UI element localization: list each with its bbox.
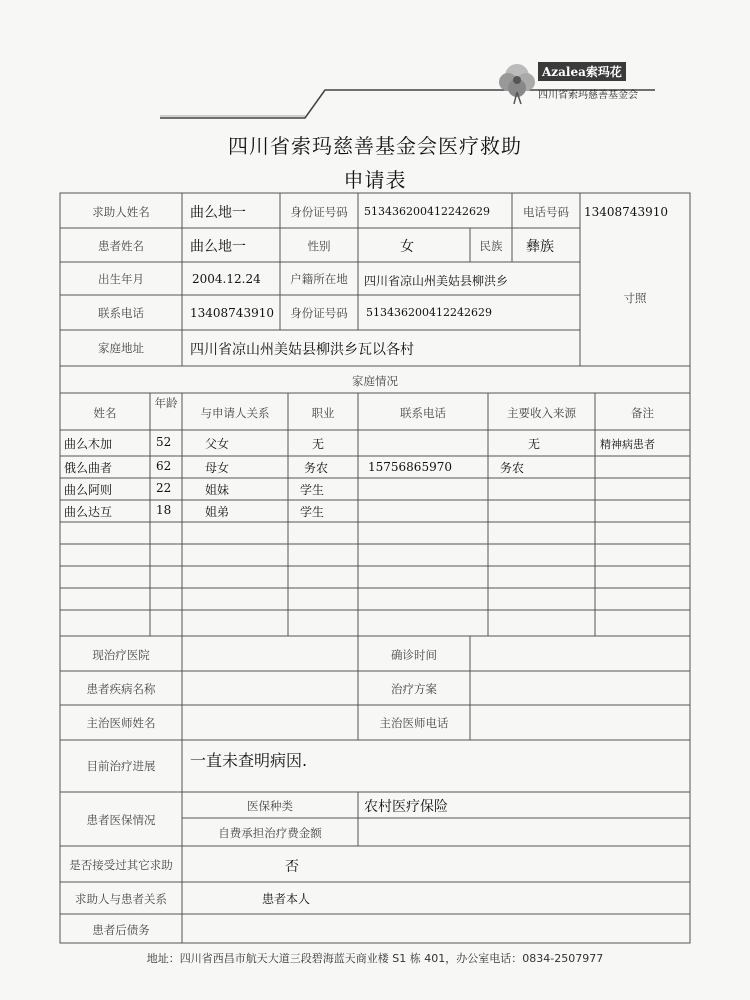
family-row-4-job: 学生	[300, 505, 325, 519]
family-row-2-relation: 母女	[205, 461, 230, 475]
patient-name-label: 患者姓名	[98, 239, 144, 253]
self-pay-label: 自费承担治疗费金额	[218, 826, 322, 840]
patient-ethnicity-value: 彝族	[526, 239, 554, 255]
family-row-1-relation: 父女	[205, 437, 230, 451]
family-row-3-job: 学生	[300, 483, 325, 497]
applicant-patient-relation-value: 患者本人	[262, 892, 311, 906]
page-title: 四川省索玛慈善基金会医疗救助	[228, 134, 522, 158]
family-row-3-age: 22	[156, 481, 172, 495]
applicant-phone-value: 13408743910	[584, 205, 668, 219]
other-aid-label: 是否接受过其它求助	[69, 858, 173, 872]
insurance-label: 患者医保情况	[86, 813, 156, 827]
patient-contact-value: 13408743910	[190, 306, 274, 320]
hospital-label: 现治疗医院	[92, 648, 150, 662]
treatment-progress-value: 一直未查明病因.	[190, 751, 308, 770]
patient-debt-label: 患者后债务	[92, 923, 150, 937]
logo-brand-cn: 索玛花	[585, 65, 622, 79]
logo-subtitle: 四川省索玛慈善基金会	[538, 90, 638, 101]
family-row-1-income: 无	[528, 437, 541, 451]
family-header-note: 备注	[631, 406, 654, 420]
photo-placeholder-label: 寸照	[623, 291, 647, 305]
patient-birth-label: 出生年月	[98, 272, 144, 286]
family-row-4-age: 18	[156, 503, 172, 517]
insurance-type-label: 医保种类	[247, 799, 293, 813]
family-row-2-name: 俄么曲者	[64, 461, 113, 475]
family-row-1-name: 曲么木加	[64, 437, 113, 451]
treatment-plan-label: 治疗方案	[391, 682, 437, 696]
footer-address: 地址：四川省西昌市航天大道三段碧海蓝天商业楼 S1 栋 401，办公室电话：0834-2507977	[146, 952, 604, 965]
family-row-3-name: 曲么阿则	[64, 483, 113, 497]
family-row-2-age: 62	[156, 459, 172, 473]
patient-gender-value: 女	[400, 239, 414, 255]
family-row-1-note: 精神病患者	[600, 438, 655, 451]
family-header-job: 职业	[311, 406, 335, 420]
disease-label: 患者疾病名称	[86, 682, 156, 696]
family-header-name: 姓名	[93, 406, 117, 420]
family-row-1-age: 52	[156, 435, 172, 449]
other-aid-value: 否	[285, 859, 299, 875]
patient-address-label: 家庭地址	[98, 341, 144, 355]
insurance-type-value: 农村医疗保险	[364, 799, 448, 815]
applicant-name-label: 求助人姓名	[92, 205, 150, 219]
doctor-phone-label: 主治医师电话	[379, 716, 449, 730]
family-header-age: 年龄	[154, 396, 178, 410]
logo-brand: Azalea	[542, 65, 586, 79]
patient-contact-label: 联系电话	[98, 306, 144, 320]
applicant-patient-relation-label: 求助人与患者关系	[75, 892, 167, 906]
patient-id-value: 513436200412242629	[366, 306, 492, 319]
family-row-2-income: 务农	[500, 461, 525, 475]
doctor-name-label: 主治医师姓名	[86, 716, 156, 730]
patient-id-label: 身份证号码	[290, 306, 348, 320]
family-row-3-relation: 姐妹	[205, 483, 230, 497]
patient-birth-value: 2004.12.24	[192, 272, 261, 286]
applicant-name-value: 曲么地一	[190, 205, 246, 221]
patient-hukou-value: 四川省凉山州美姑县柳洪乡	[364, 274, 509, 288]
diagnosis-time-label: 确诊时间	[391, 648, 437, 662]
family-header-phone: 联系电话	[400, 406, 446, 420]
patient-hukou-label: 户籍所在地	[290, 272, 348, 286]
family-row-4-name: 曲么达互	[64, 505, 113, 519]
family-header-relation: 与申请人关系	[200, 406, 270, 420]
family-row-2-job: 务农	[304, 461, 329, 475]
family-row-4-relation: 姐弟	[205, 505, 230, 519]
applicant-id-value: 513436200412242629	[364, 205, 490, 218]
patient-name-value: 曲么地一	[190, 239, 246, 255]
page-subtitle: 申请表	[343, 168, 407, 192]
family-header-income: 主要收入来源	[507, 406, 576, 420]
family-row-2-phone: 15756865970	[368, 460, 452, 474]
family-row-1-job: 无	[312, 437, 325, 451]
family-section-label: 家庭情况	[352, 374, 398, 388]
patient-ethnicity-label: 民族	[479, 239, 503, 253]
applicant-phone-label: 电话号码	[523, 205, 569, 219]
applicant-id-label: 身份证号码	[290, 205, 348, 219]
treatment-progress-label: 目前治疗进展	[86, 759, 156, 773]
patient-gender-label: 性别	[307, 239, 331, 253]
patient-address-value: 四川省凉山州美姑县柳洪乡瓦以各村	[190, 342, 414, 358]
